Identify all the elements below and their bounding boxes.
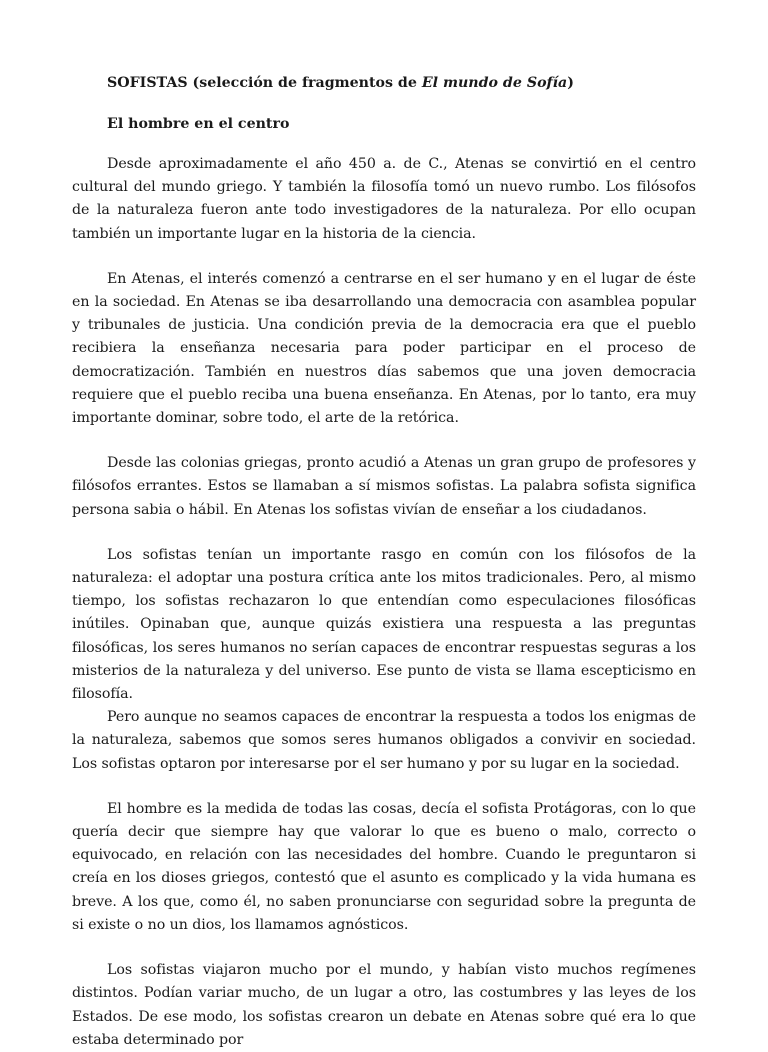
paragraph-7: Los sofistas viajaron mucho por el mundo, y habían visto muchos regímenes distintos. Podían variar mucho, de un lugar a otro, las costumbres y las leyes de los Estados. De ese modo, los sofistas crearon un debate en Atenas sobre qué era lo que estaba determinado por: [72, 962, 696, 1048]
paragraph-1: Desde aproximadamente el año 450 a. de C., Atenas se convirtió en el centro cultural del mundo griego. Y también la filosofía tomó un nuevo rumbo. Los filósofos de la naturaleza fueron ante todo investigadores de la naturaleza. Por ello ocupan también un importante lugar en la historia de la ciencia.: [72, 156, 696, 242]
paragraph-2: En Atenas, el interés comenzó a centrarse en el ser humano y en el lugar de éste en la sociedad. En Atenas se iba desarrollando una democracia con asamblea popular y tribunales de justicia. Una condición previa de la democracia era que el pueblo recibiera la enseñanza necesaria para poder participar en el proceso de democratización. También en nuestros días sabemos que una joven democracia requiere que el pueblo reciba una buena enseñanza. En Atenas, por lo tanto, era muy importante dominar, sobre todo, el arte de la retórica.: [72, 270, 696, 427]
document-page: [72, 72, 696, 1052]
paragraph-5: Pero aunque no seamos capaces de encontrar la respuesta a todos los enigmas de la naturaleza, sabemos que somos seres humanos obligados a convivir en sociedad. Los sofistas optaron por interesarse por el ser humano y por su lugar en la sociedad.: [72, 709, 696, 772]
title-book-name: El mundo de Sofía: [421, 75, 568, 91]
paragraph-6: El hombre es la medida de todas las cosas, decía el sofista Protágoras, con lo que quería decir que siempre hay que valorar lo que es bueno o malo, correcto o equivocado, en relación con las necesidades del hombre. Cuando le preguntaron si creía en los dioses griegos, contestó que el asunto es complicado y la vida humana es breve. A los que, como él, no saben pronunciarse con seguridad sobre la pregunta de si existe o no un dios, los llamamos agnósticos.: [72, 800, 696, 933]
document-title: [107, 72, 696, 95]
paragraph-3: Desde las colonias griegas, pronto acudió a Atenas un gran grupo de profesores y filósofos errantes. Estos se llamaban a sí mismos sofistas. La palabra sofista significa persona sabia o hábil. En Atenas los sofistas vivían de enseñar a los ciudadanos.: [72, 455, 696, 518]
title-prefix: SOFISTAS (selección de fragmentos de: [107, 75, 422, 91]
paragraph-4: Los sofistas tenían un importante rasgo en común con los filósofos de la naturaleza: el adoptar una postura crítica ante los mitos tradicionales. Pero, al mismo tiempo, los sofistas rechazaron lo que entendían como especulaciones filosóficas inútiles. Opinaban que, aunque quizás existiera una respuesta a las preguntas filosóficas, los seres humanos no serían capaces de encontrar respuestas seguras a los misterios de la naturaleza y del universo. Ese punto de vista se llama escepticismo en filosofía.: [72, 546, 696, 703]
section-heading: El hombre en el centro: [107, 116, 290, 132]
title-suffix: ): [567, 75, 574, 91]
